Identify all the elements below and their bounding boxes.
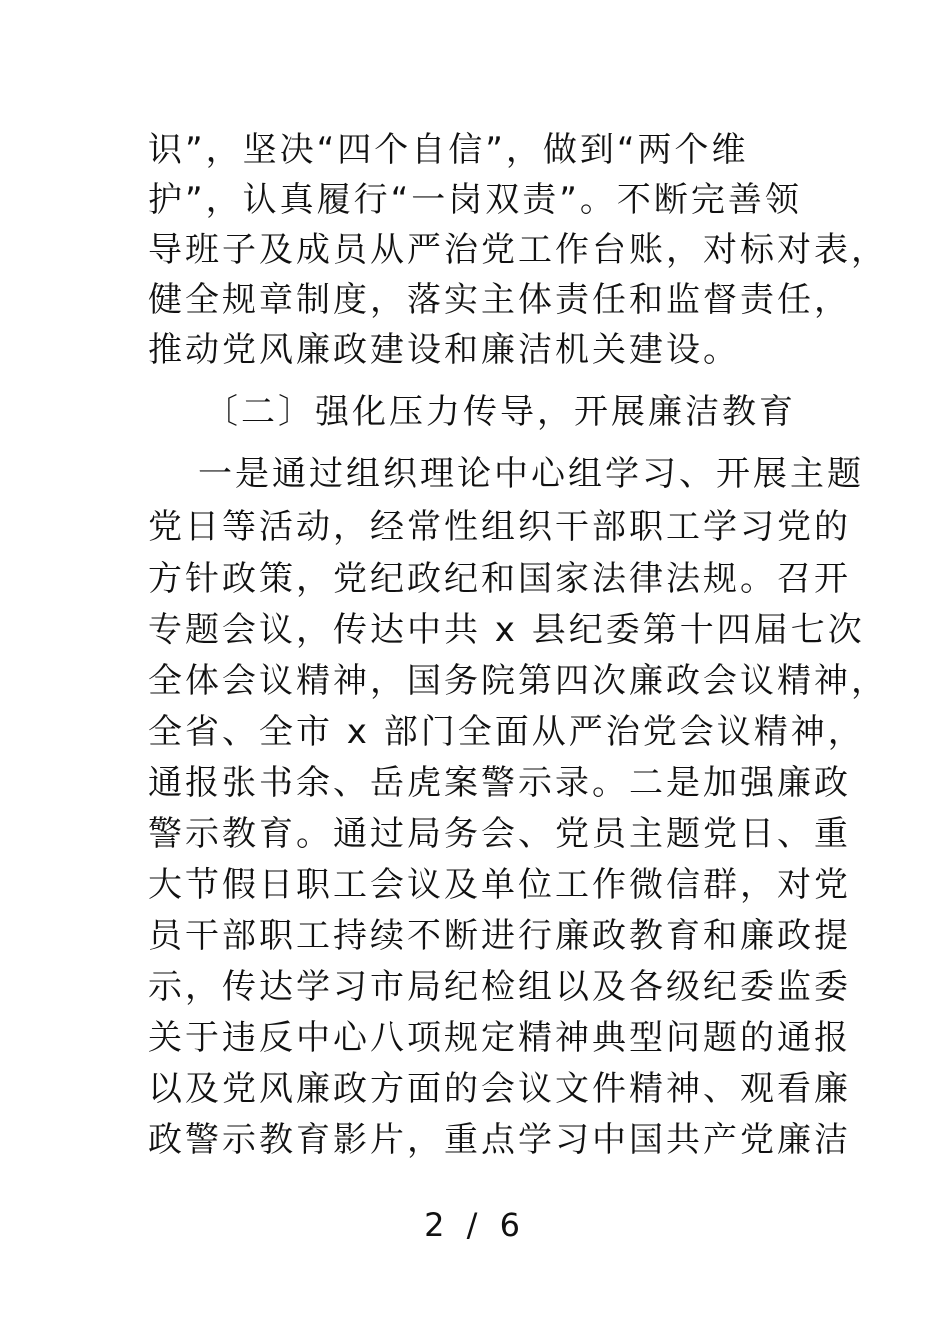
page-number: 2 / 6 — [424, 1206, 526, 1244]
text-line: 关于违反中心八项规定精神典型问题的通报 — [148, 1018, 851, 1058]
section-heading: 〔二〕强化压力传导，开展廉洁教育 — [204, 392, 796, 432]
text-line: 护”，认真履行“一岗双责”。不断完善领 — [148, 180, 802, 220]
text-line: 以及党风廉政方面的会议文件精神、观看廉 — [148, 1069, 851, 1109]
text-line: 示，传达学习市局纪检组以及各级纪委监委 — [148, 967, 851, 1007]
text-line: 通报张书余、岳虎案警示录。二是加强廉政 — [148, 763, 851, 803]
text-line: 全省、全市 x 部门全面从严治党会议精神， — [148, 712, 865, 752]
text-line: 推动党风廉政建设和廉洁机关建设。 — [148, 330, 740, 370]
text-line: 大节假日职工会议及单位工作微信群，对党 — [148, 865, 851, 905]
text-line: 方针政策，党纪政纪和国家法律法规。召开 — [148, 559, 851, 599]
text-line: 全体会议精神，国务院第四次廉政会议精神， — [148, 661, 888, 701]
text-line: 警示教育。通过局务会、党员主题党日、重 — [148, 814, 851, 854]
text-line: 政警示教育影片，重点学习中国共产党廉洁 — [148, 1120, 851, 1160]
text-line: 党日等活动，经常性组织干部职工学习党的 — [148, 507, 851, 547]
text-line: 识”，坚决“四个自信”，做到“两个维 — [148, 130, 749, 170]
paragraph-first-line: 一是通过组织理论中心组学习、开展主题 — [198, 454, 864, 494]
text-line: 员干部职工持续不断进行廉政教育和廉政提 — [148, 916, 851, 956]
text-line: 健全规章制度，落实主体责任和监督责任， — [148, 280, 851, 320]
text-line: 导班子及成员从严治党工作台账，对标对表， — [148, 230, 888, 270]
text-line: 专题会议，传达中共 x 县纪委第十四届七次 — [148, 610, 865, 650]
